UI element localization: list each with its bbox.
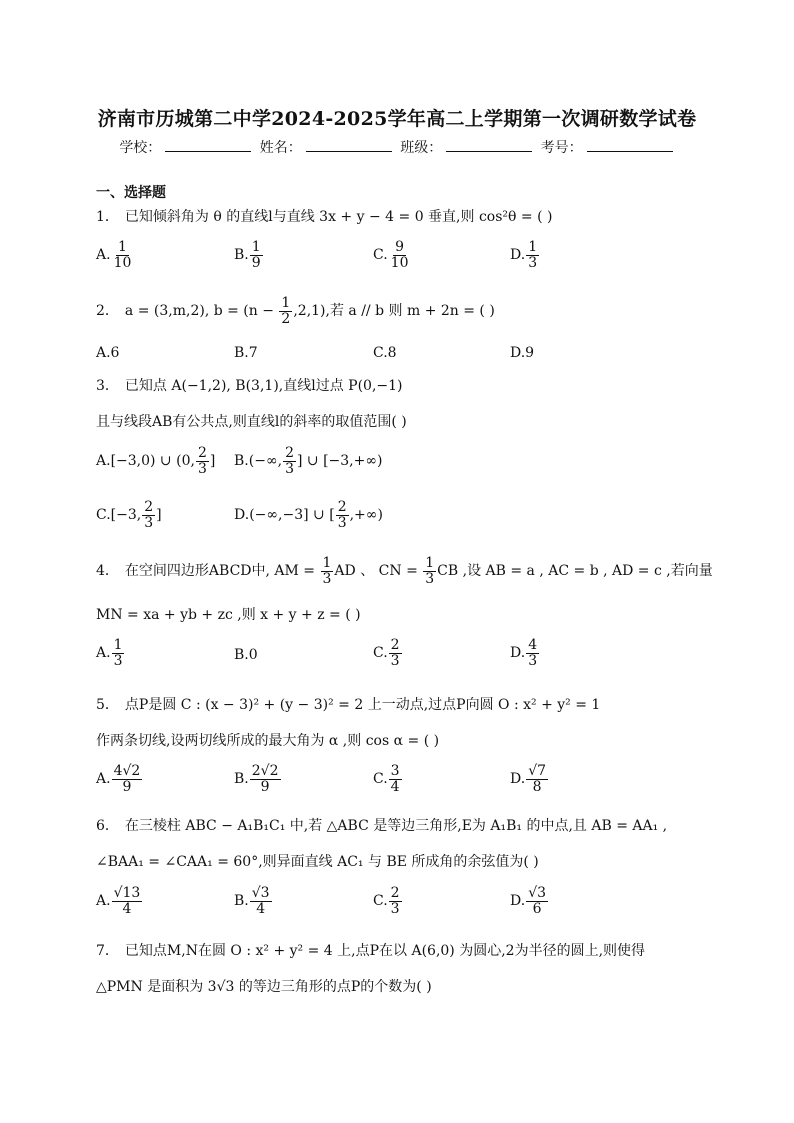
denominator: 8: [532, 778, 542, 795]
option-a[interactable]: [96, 446, 215, 476]
option-b[interactable]: [234, 446, 382, 476]
section-heading: 一、选择题: [96, 185, 166, 201]
question-5-stem: [96, 694, 600, 714]
option-label: B.: [234, 893, 249, 910]
option-label: A.: [96, 453, 111, 470]
denominator: 4: [122, 900, 132, 917]
option-c[interactable]: [373, 764, 403, 794]
option-label: D.: [510, 247, 526, 264]
question-text: AD 、 CN =: [334, 563, 423, 580]
question-7-stem: [96, 940, 645, 960]
question-number: 2．: [96, 303, 119, 320]
option-d[interactable]: [510, 764, 549, 794]
option-a[interactable]: [96, 638, 125, 668]
school-label: 学校：: [119, 140, 162, 156]
school-blank[interactable]: [165, 139, 251, 152]
option-c[interactable]: [373, 886, 403, 916]
numerator: √3: [251, 885, 270, 901]
option-text: [−3,: [110, 507, 142, 524]
fraction: [196, 446, 209, 476]
question-text: 已知倾斜角为 θ 的直线l与直线 3x + y − 4 = 0 垂直,则 cos²θ = ( ): [124, 209, 553, 225]
fraction: [389, 764, 402, 794]
denominator: 9: [260, 778, 270, 795]
numerator: 3: [390, 763, 400, 779]
option-c[interactable]: [96, 500, 162, 530]
fraction: [526, 240, 539, 270]
numerator: 1: [113, 637, 123, 653]
option-label: A.: [96, 893, 111, 910]
question-1-stem: [96, 206, 552, 226]
question-4-stem: [96, 556, 713, 586]
question-text: CB ,设 AB = a , AC = b , AD = c ,若向量: [437, 563, 713, 580]
question-text: 在空间四边形ABCD中, AM =: [124, 563, 320, 580]
option-label: C.: [373, 893, 388, 910]
option-c[interactable]: [373, 240, 412, 270]
option-b[interactable]: B.0: [234, 647, 258, 663]
question-number: 7．: [96, 943, 119, 959]
option-text: ]: [209, 453, 216, 470]
question-text: 已知点 A(−1,2), B(3,1),直线l过点 P(0,−1): [124, 378, 403, 394]
numerator: 4: [528, 637, 538, 653]
denominator: 4: [390, 778, 400, 795]
option-d[interactable]: [510, 886, 549, 916]
option-label: D.: [234, 507, 250, 524]
name-label: 姓名：: [259, 140, 302, 156]
denominator: 3: [144, 514, 154, 531]
fraction: [321, 556, 334, 586]
fraction: [526, 886, 548, 916]
denominator: 9: [251, 254, 261, 271]
fraction: [283, 446, 296, 476]
option-c[interactable]: C.8: [373, 345, 397, 361]
question-5-stem-line2: 作两条切线,设两切线所成的最大角为 α ,则 cos α = ( ): [96, 733, 440, 749]
question-number: 5．: [96, 697, 119, 713]
denominator: 3: [528, 254, 538, 271]
question-3-stem: [96, 375, 403, 395]
denominator: 10: [390, 254, 409, 271]
fraction: [250, 240, 263, 270]
question-number: 1．: [96, 209, 119, 225]
question-6-stem: [96, 815, 667, 835]
question-3-stem-line2: 且与线段AB有公共点,则直线l的斜率的取值范围( ): [96, 414, 407, 430]
option-text: ]: [156, 507, 162, 524]
denominator: 3: [113, 652, 123, 669]
fraction: [389, 886, 402, 916]
denominator: 3: [425, 570, 435, 587]
numerator: 2: [285, 445, 294, 461]
fraction: [142, 500, 155, 530]
numerator: 2: [144, 499, 154, 515]
option-d[interactable]: D.9: [510, 345, 535, 361]
numerator: 2: [197, 445, 207, 461]
option-b[interactable]: B.7: [234, 345, 258, 361]
numerator: 1: [251, 239, 261, 255]
denominator: 3: [337, 514, 347, 531]
fraction: [112, 240, 134, 270]
denominator: 10: [113, 254, 132, 271]
option-label: B.: [234, 247, 249, 264]
question-text: a = (3,m,2), b = (n −: [124, 303, 279, 320]
student-info-row: [0, 137, 794, 157]
option-b[interactable]: [234, 764, 282, 794]
question-text: 在三棱柱 ABC − A₁B₁C₁ 中,若 △ABC 是等边三角形,E为 A₁B₁ 的中点,且 AB = AA₁ ,: [124, 818, 668, 834]
question-4-stem-line2: MN = xa + yb + zc ,则 x + y + z = ( ): [96, 607, 361, 623]
option-label: C.: [373, 645, 388, 662]
question-6-stem-line2: ∠BAA₁ = ∠CAA₁ = 60°,则异面直线 AC₁ 与 BE 所成角的余弦值为( ): [96, 854, 539, 870]
numerator: 1: [528, 239, 538, 255]
numerator: √3: [528, 885, 547, 901]
fraction: [526, 764, 548, 794]
question-2-stem: [96, 296, 495, 326]
option-label: B.: [234, 771, 249, 788]
option-label: A.: [96, 247, 111, 264]
denominator: 3: [322, 570, 332, 587]
numerator: 1: [118, 239, 127, 255]
option-text: ,+∞): [349, 507, 383, 524]
option-label: A.: [96, 645, 111, 662]
fraction: [112, 886, 143, 916]
number-label: 考号：: [540, 140, 583, 156]
numerator: 2: [337, 499, 347, 515]
option-d[interactable]: [510, 240, 540, 270]
option-label: D.: [510, 893, 526, 910]
fraction: [250, 764, 281, 794]
page-title: 济南市历城第二中学2024-2025学年高二上学期第一次调研数学试卷: [97, 108, 697, 130]
option-d[interactable]: [234, 500, 383, 530]
fraction: [423, 556, 436, 586]
option-a[interactable]: A.6: [96, 345, 120, 361]
numerator: 1: [281, 295, 291, 311]
numerator: 4√2: [113, 763, 141, 779]
question-text: 已知点M,N在圆 O : x² + y² = 4 上,点P在以 A(6,0) 为圆心,2为半径的圆上,则使得: [124, 943, 646, 959]
option-label: D.: [510, 645, 526, 662]
number-blank[interactable]: [587, 139, 673, 152]
option-d[interactable]: [510, 638, 540, 668]
option-label: D.: [510, 771, 526, 788]
question-text: 点P是圆 C : (x − 3)² + (y − 3)² = 2 上一动点,过点P向圆 O : x² + y² = 1: [124, 697, 601, 713]
numerator: 2√2: [251, 763, 279, 779]
numerator: √13: [113, 885, 141, 901]
numerator: 9: [395, 239, 405, 255]
option-text: (−∞,: [248, 453, 283, 470]
fraction: [389, 240, 411, 270]
question-number: 6．: [96, 818, 119, 834]
option-label: A.: [96, 771, 111, 788]
denominator: 3: [197, 460, 207, 477]
numerator: 2: [390, 637, 400, 653]
numerator: √7: [528, 763, 547, 779]
option-b[interactable]: [234, 886, 273, 916]
class-blank[interactable]: [446, 139, 532, 152]
question-text: ,2,1),若 a // b 则 m + 2n = ( ): [293, 303, 495, 320]
class-label: 班级：: [400, 140, 443, 156]
numerator: 2: [390, 885, 400, 901]
fraction: [250, 886, 272, 916]
option-text: ] ∪ [−3,+∞): [296, 453, 383, 470]
name-blank[interactable]: [306, 139, 392, 152]
denominator: 6: [532, 900, 542, 917]
denominator: 3: [285, 460, 294, 477]
denominator: 2: [281, 310, 291, 327]
option-label: B.: [234, 453, 249, 470]
denominator: 3: [528, 652, 538, 669]
option-b[interactable]: [234, 240, 264, 270]
question-7-stem-line2: △PMN 是面积为 3√3 的等边三角形的点P的个数为( ): [96, 979, 432, 995]
fraction: [389, 638, 402, 668]
denominator: 3: [390, 652, 400, 669]
denominator: 4: [256, 900, 266, 917]
fraction: [526, 638, 539, 668]
numerator: 1: [425, 555, 435, 571]
option-text: (−∞,−3] ∪ [: [249, 507, 335, 524]
option-a[interactable]: [96, 764, 143, 794]
fraction: [336, 500, 349, 530]
option-label: C.: [373, 771, 388, 788]
option-c[interactable]: [373, 638, 403, 668]
question-number: 3．: [96, 378, 119, 394]
option-a[interactable]: [96, 886, 143, 916]
denominator: 9: [122, 778, 132, 795]
option-label: C.: [96, 507, 111, 524]
denominator: 3: [390, 900, 400, 917]
question-number: 4．: [96, 563, 119, 580]
option-a[interactable]: [96, 240, 134, 270]
fraction: [279, 296, 292, 326]
option-label: C.: [373, 247, 388, 264]
numerator: 1: [322, 555, 332, 571]
option-text: [−3,0) ∪ (0,: [110, 453, 195, 470]
fraction: [112, 638, 125, 668]
fraction: [112, 764, 143, 794]
